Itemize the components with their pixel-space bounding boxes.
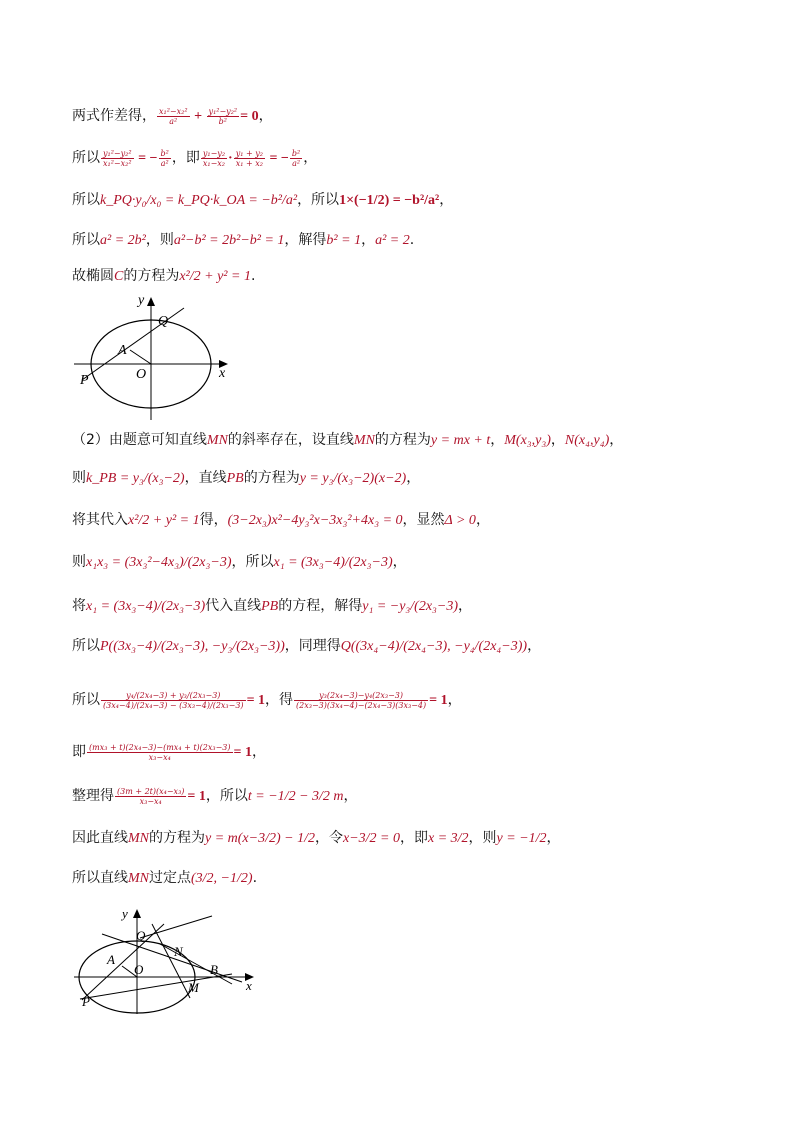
y-arrow <box>147 297 155 306</box>
label-N: N <box>174 944 183 959</box>
line-9: 将x₁ = (3x₃−4)/(2x₃−3)代入直线PB的方程，解得y₁ = −y₃/(2x₃−3)， <box>72 598 473 614</box>
label-M: M <box>188 980 199 995</box>
line-1: 所以 $\frac{\text{y₁²−y₂²}}{\text{x₁²−x₂²}}$ = − $\frac{\text{b²}}{\text{a²}}$ ，即 $\frac{\text{y₁−y₂}}{\text{x₁−x₂}}$ · $\frac{\text{y₁ + y₂}}{\text{x₁ + x₂}}$ = − $\frac{\text{b²}}{\text{a²}}$ ， <box>72 148 318 168</box>
label-O: O <box>134 962 144 977</box>
segment-oa <box>130 350 151 364</box>
line-10: 所以P((3x₃−4)/(2x₃−3), −y₃/(2x₃−3))，同理得Q((3x₄−4)/(2x₄−3), −y₄/(2x₄−3))， <box>72 638 542 654</box>
text: 两式作差得， <box>72 108 156 124</box>
label-O: O <box>136 367 147 382</box>
label-A: A <box>118 343 127 358</box>
label-y: y <box>122 906 128 921</box>
label-P: P <box>82 994 90 1009</box>
line-14: 因此直线MN的方程为y = m(x−3/2) − 1/2，令x−3/2 = 0，即x = 3/2，则y = −1/2， <box>72 830 561 846</box>
line-pq <box>82 924 164 1000</box>
fraction: $\frac{\text{x₁²−x₂²}}{\text{a²}}$ <box>159 106 188 126</box>
line-15: 所以直线MN过定点(3/2, −1/2). <box>72 870 258 886</box>
ellipse-figure-1 <box>72 292 242 422</box>
label-y: y <box>138 293 145 308</box>
line-11: 所以 $\frac{\text{y₄/(2x₄−3) + y₃/(2x₃−3)}}{\text{(3x₄−4)/(2x₄−3) − (3x₃−4)/(2x₃−3)}}$ = 1，得 $\frac{\text{y₃(2x₄−3)−y₄(2x₃−3)}}{\text{(2x₃−3)(3x₄−4)−(2x₄−3)(3x₃−4)}}$ = 1， <box>72 690 462 710</box>
line-6: 则k_PB = y₃/(x₃−2)，直线PB的方程为y = y₃/(x₃−2)(x−2)， <box>72 470 421 486</box>
label-P: P <box>80 373 89 388</box>
line-3: 所以a² = 2b²，则a²−b² = 2b²−b² = 1，解得b² = 1，a² = 2. <box>72 232 415 248</box>
line-mn-long <box>102 934 242 982</box>
line-5: （2）由题意可知直线MN的斜率存在，设直线MN的方程为y = mx + t，M(x₃,y₃)，N(x₄,y₄)， <box>72 432 624 448</box>
line-pb <box>80 974 232 999</box>
line-8: 则x₁x₃ = (3x₃²−4x₃)/(2x₃−3)，所以x₁ = (3x₃−4)/(2x₃−3)， <box>72 554 407 570</box>
line-mn <box>160 944 232 984</box>
label-B: B <box>210 962 218 977</box>
label-Q: Q <box>158 314 169 329</box>
label-Q: Q <box>136 928 146 943</box>
line-4: 故椭圆C的方程为x²/2 + y² = 1. <box>72 268 256 284</box>
line-0: 两式作差得， $\frac{\text{x₁²−x₂²}}{\text{a²}}$ + $\frac{\text{y₁²−y₂²}}{\text{b²}}$ = 0， <box>72 106 273 126</box>
line-qm <box>152 924 190 998</box>
label-A: A <box>107 952 115 967</box>
line-13: 整理得 $\frac{\text{(3m + 2t)(x₄−x₃)}}{\text{x₃−x₄}}$ = 1，所以t = −1/2 − 3/2 m， <box>72 786 358 806</box>
fraction: $\frac{\text{y₁²−y₂²}}{\text{b²}}$ <box>208 106 238 126</box>
line-12: 即 $\frac{\text{(mx₃ + t)(2x₄−3)−(mx₄ + t)(2x₃−3)}}{\text{x₃−x₄}}$ = 1， <box>72 742 266 762</box>
line-7: 将其代入x²/2 + y² = 1得，(3−2x₃)x²−4y₃²x−3x₃²+4x₃ = 0，显然Δ > 0， <box>72 512 490 528</box>
ellipse-figure-2 <box>72 904 272 1016</box>
line-2: 所以k_PQ·y₀/x₀ = k_PQ·k_OA = −b²/a²，所以1×(−1/2) = −b²/a²， <box>72 192 454 208</box>
line-qn <box>140 916 212 938</box>
y-arrow <box>133 909 141 918</box>
label-x: x <box>219 366 226 381</box>
label-x: x <box>246 978 252 993</box>
